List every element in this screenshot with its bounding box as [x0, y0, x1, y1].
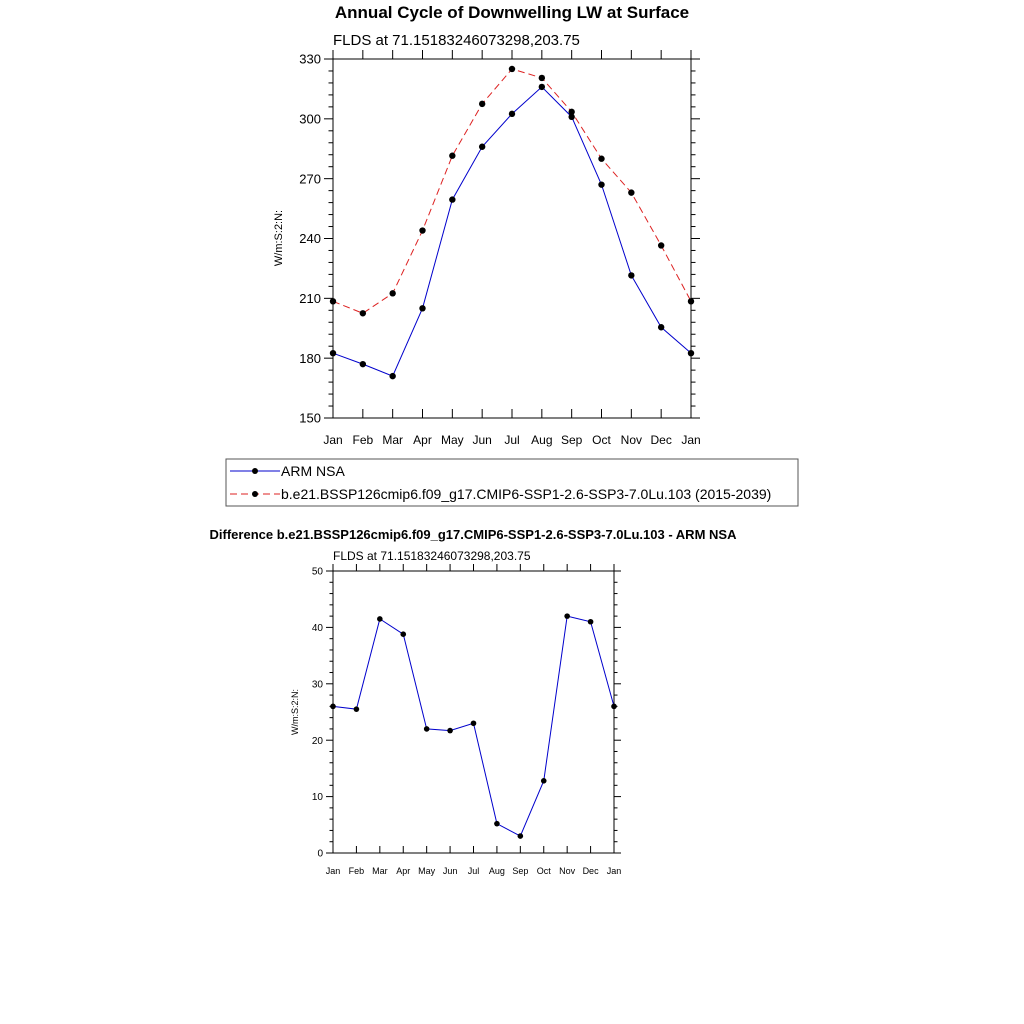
chart1-series-2-point: [658, 242, 664, 248]
chart1-series-1-point: [628, 272, 634, 278]
chart2-series-1-point: [377, 616, 383, 622]
chart2-series-1-line: [333, 616, 614, 836]
chart2-series-1-point: [354, 706, 360, 712]
chart1-series-1-point: [449, 196, 455, 202]
chart1-series-2-point: [360, 310, 366, 316]
chart1-series-2-point: [628, 189, 634, 195]
chart1-xtick-label: Apr: [413, 433, 432, 447]
chart2-plot: [312, 564, 621, 876]
chart1-legend: [226, 459, 798, 506]
chart2-xtick-label: Jun: [442, 866, 458, 876]
legend-marker-series-1: [252, 468, 258, 474]
chart1-series-1-point: [598, 181, 604, 187]
chart1-series-1-point: [688, 350, 694, 356]
chart1-series-1-point: [389, 373, 395, 379]
chart2-ytick-label: 0: [317, 848, 323, 860]
chart2-xtick-label: Oct: [536, 866, 551, 876]
chart1-ytick-label: 150: [299, 410, 321, 426]
chart2-series-1-point: [541, 778, 547, 784]
chart2-xtick-label: Feb: [348, 866, 365, 876]
chart2-series-1-point: [611, 704, 617, 710]
chart2-frame: [333, 571, 614, 853]
chart2-series-1-point: [330, 704, 336, 710]
chart1-series-2-point: [539, 75, 545, 81]
chart2-series-1-point: [494, 821, 500, 827]
chart1-series-2-point: [419, 227, 425, 233]
chart2-xtick-label: Jan: [325, 866, 341, 876]
chart2-xtick-label: Jan: [606, 866, 622, 876]
chart1-xtick-label: Jan: [323, 433, 343, 447]
chart2-xtick-label: May: [418, 866, 436, 876]
chart1-series-2-point: [449, 153, 455, 159]
legend-marker-series-2: [252, 491, 258, 497]
chart2-series-1-point: [564, 613, 570, 619]
chart2-ytick-label: 30: [311, 679, 323, 691]
chart2-series-1-point: [400, 631, 406, 637]
chart2-ytick-label: 40: [311, 623, 323, 634]
chart1-ylabel: W/m:S:2:N:: [273, 209, 285, 267]
chart2-ylabel: W/m:S:2:N:: [290, 688, 300, 736]
chart1-series-2-line: [333, 69, 691, 313]
chart1-xtick-label: Feb: [352, 433, 374, 447]
chart1-xtick-label: Jun: [472, 433, 492, 447]
chart1-series-1-line: [333, 87, 691, 376]
chart1-plot: [299, 50, 700, 447]
chart1-xtick-label: Nov: [620, 433, 643, 447]
chart1-ytick-label: 240: [299, 231, 321, 247]
chart1-ytick-label: 210: [299, 291, 321, 307]
chart2-xtick-label: Aug: [488, 866, 505, 876]
chart2-series-1-point: [588, 619, 594, 625]
chart1-xtick-label: Jan: [681, 433, 701, 447]
chart2-series-1-point: [447, 728, 453, 734]
chart2-xtick-label: Dec: [582, 866, 599, 876]
chart1-series-1-point: [360, 361, 366, 367]
chart1-series-2-point: [568, 109, 574, 115]
chart2-subtitle: FLDS at 71.15183246073298,203.75: [333, 549, 531, 563]
chart2-ytick-label: 50: [311, 566, 323, 578]
chart1-xtick-label: Aug: [531, 433, 553, 447]
chart1-series-2-point: [389, 290, 395, 296]
chart1-series-2-point: [688, 298, 694, 304]
chart2-series-1-point: [518, 833, 524, 839]
chart1-series-1-point: [419, 305, 425, 311]
chart1-title: Annual Cycle of Downwelling LW at Surface: [334, 3, 690, 22]
chart2-title: Difference b.e21.BSSP126cmip6.f09_g17.CMIP6-SSP1-2.6-SSP3-7.0Lu.103 - ARM NSA: [209, 527, 737, 542]
chart1-series-2-point: [509, 66, 515, 72]
chart2-series-1-point: [471, 720, 477, 726]
chart1-xtick-label: Jul: [504, 433, 520, 447]
chart2-xtick-label: Sep: [512, 866, 529, 876]
chart1-ytick-label: 270: [299, 171, 321, 187]
chart2-xtick-label: Apr: [396, 866, 411, 876]
chart1-xtick-label: Dec: [650, 433, 672, 447]
legend-label-series-2: b.e21.BSSP126cmip6.f09_g17.CMIP6-SSP1-2.6-SSP3-7.0Lu.103 (2015-2039): [281, 486, 772, 502]
chart1-xtick-label: Mar: [382, 433, 404, 447]
chart2-ytick-label: 20: [311, 735, 323, 747]
chart2-xtick-label: Nov: [559, 866, 576, 876]
chart1-series-1-point: [658, 324, 664, 330]
chart1-series-1-point: [509, 111, 515, 117]
chart2-series-1-point: [424, 726, 430, 732]
legend-label-series-1: ARM NSA: [281, 463, 345, 479]
chart1-series-2-point: [330, 298, 336, 304]
chart1-subtitle: FLDS at 71.15183246073298,203.75: [333, 32, 580, 49]
chart1-xtick-label: May: [440, 433, 464, 447]
chart1-ytick-label: 330: [299, 51, 321, 67]
chart1-series-2-point: [479, 101, 485, 107]
chart2-ytick-label: 10: [311, 792, 323, 804]
chart1-ytick-label: 300: [299, 111, 321, 127]
chart1-series-1-point: [479, 144, 485, 150]
chart2-xtick-label: Mar: [372, 866, 388, 876]
chart1-series-2-point: [598, 156, 604, 162]
chart1-series-1-point: [330, 350, 336, 356]
chart2-xtick-label: Jul: [467, 866, 480, 876]
chart1-xtick-label: Sep: [560, 433, 583, 447]
chart1-ytick-label: 180: [299, 350, 321, 366]
chart1-series-1-point: [539, 84, 545, 90]
chart1-xtick-label: Oct: [592, 433, 611, 447]
